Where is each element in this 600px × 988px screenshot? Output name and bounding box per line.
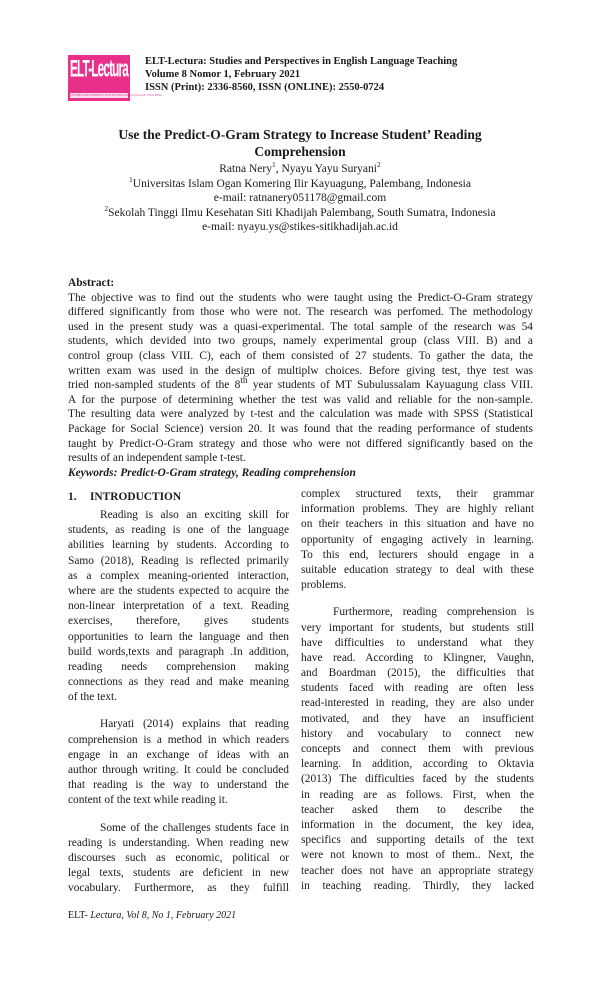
paragraph (68, 821, 289, 897)
aff-text: Universitas Islam Ogan Komering Ilir Kayuagung, Palembang, Indonesia (132, 177, 471, 190)
text-line: that reading is the way to understand the (68, 779, 289, 792)
text-line: Haryati (2014) explains that reading (100, 718, 289, 731)
text-line: reading is understanding. When reading new (68, 836, 289, 849)
text-line: information problems. They are highly reliant (301, 503, 534, 516)
text-line: and Boardman (2015), the difficulties that (301, 667, 534, 680)
text-line: learning. In addition, according to Oktavia (301, 758, 534, 771)
text-line: opportunities to learn the language and then (68, 630, 289, 643)
abstract-line: differed significantly from those who were not. The research was perfomed. The methodology (68, 306, 533, 319)
text-line: read-interested in reading, they are also under (301, 697, 534, 710)
aff-sup: 2 (104, 203, 109, 213)
abstract-line: taught by Predict-O-Gram strategy and those who were not differed significantly based on the (68, 437, 533, 450)
section-heading (68, 490, 289, 505)
author-block (40, 162, 560, 235)
text-line: where are the students expected to acquire the (68, 584, 289, 597)
text-line: complex structured texts, their grammar (301, 488, 534, 500)
text-line: students, as reading is one of the language (68, 524, 289, 537)
text-line: vocabulary. Furthermore, as they fulfill (68, 882, 289, 895)
text-line: build words,texts and paragraph .In addition, (68, 645, 289, 658)
abstract-line (68, 378, 533, 393)
email-2: e-mail: nyayu.ys@stikes-sitikhadijah.ac.id (202, 221, 398, 234)
left-column (68, 490, 289, 897)
text-line: connections as they read and make meaning (68, 676, 289, 689)
journal-header (145, 55, 457, 94)
journal-name: ELT-Lectura: Studies and Perspectives in English Language Teaching (145, 56, 458, 67)
abstract-line: Package for Social Science) version 20. It was found that the reading performance of students (68, 422, 533, 435)
abstract-line: The resulting data were analyzed by t-test and the calculation was made with SPSS (Statistical (68, 408, 533, 421)
abstract-body (68, 291, 533, 466)
section-title: INTRODUCTION (90, 491, 182, 503)
right-column (301, 487, 534, 894)
text-line: opportunity of engaging actively in learning. (301, 533, 534, 546)
author-sup: 2 (376, 160, 381, 170)
footer-text: Lectura, Vol 8, No 1, February 2021 (90, 910, 237, 921)
page-footer (68, 910, 236, 922)
affiliation-1 (40, 174, 560, 192)
abstract-line-text: tried non-sampled students of the 8 (68, 379, 241, 392)
text-line: specifics and supporting details of the text (301, 834, 534, 847)
text-line: students faced with reading are often less (301, 682, 534, 695)
author-names (40, 162, 560, 177)
text-line: concepts and connect them with previous (301, 743, 534, 755)
abstract (68, 276, 533, 480)
abstract-line: control group (class VIII. C), each of them consisted of 27 students. To gather the data, the (68, 349, 533, 362)
text-line: teacher does not have an appropriate strategy (301, 864, 534, 877)
text-line: non-linear interpretation of a text. Reading (68, 600, 289, 613)
keywords: Keywords: Predict-O-Gram strategy, Reading comprehension (68, 466, 356, 479)
author-sup: 1 (271, 160, 276, 170)
abstract-heading: Abstract: (68, 277, 115, 289)
paper-title (60, 127, 540, 160)
abstract-line: used in the present study was a quasi-experimental. The total sample of the research was 54 (68, 320, 533, 333)
aff-sup: 1 (129, 174, 133, 184)
footer-prefix: ELT- (68, 910, 91, 921)
text-line: To this end, lecturers should engage in a (301, 548, 534, 561)
text-line: legal texts, students are deficient in new (68, 867, 289, 880)
text-line: exercises, therefore, gives students (68, 615, 289, 628)
text-line: on their teachers in this situation and have no (301, 518, 534, 531)
text-line: engage in an exchange of ideas with an (68, 748, 289, 761)
text-line: in teaching reading. Thirdly, they lacked (301, 879, 534, 892)
text-line: teacher asked them to describe the (301, 803, 534, 816)
logo-subtext: STUDIES AND PERSPECTIVES IN ENGLISH LANGUAGE TEACHING (70, 93, 163, 97)
text-line: suitable education strategy to deal with these (301, 563, 534, 576)
email-1: e-mail: ratnanery051178@gmail.com (213, 192, 387, 205)
text-line: discourses such as economic, political or (68, 851, 289, 864)
affiliation-2 (40, 203, 560, 221)
text-line: (2013) The difficulties faced by the students (301, 773, 534, 786)
abstract-line: students, which devided into two groups, namely experimental group (class VIII. B) and a (68, 335, 533, 348)
text-line: author through writing. It could be concluded (68, 764, 289, 776)
text-line: Some of the challenges students face in (100, 821, 289, 834)
aff-text: Sekolah Tinggi Ilmu Kesehatan Siti Khadijah Palembang, South Sumatra, Indonesia (108, 206, 496, 219)
text-line: history and vocabulary to connect new (301, 727, 534, 740)
text-line: have difficulties to understand what they (301, 636, 534, 649)
logo-text: ELT-Lectura (70, 55, 128, 83)
text-line: were not known to most of them.. Next, the (301, 849, 534, 862)
text-line: Reading is also an exciting skill for (100, 509, 289, 521)
abstract-line: results of an independent sample t-test. (68, 452, 246, 465)
ordinal-sup: th (240, 376, 248, 387)
section-number: 1. (68, 491, 77, 503)
text-line: have read. According to Klingner, Vaughn, (301, 651, 534, 664)
text-line: problems. (301, 579, 347, 592)
abstract-line: The objective was to find out the students who were taught using the Predict-O-Gram strategy (68, 291, 533, 304)
title-line: Use the Predict-O-Gram Strategy to Increase Student’ Reading (118, 127, 482, 142)
text-line: motivated, and they have an insufficient (301, 712, 534, 725)
text-line: as a complex meaning-oriented interaction, (68, 569, 289, 582)
text-line: abilities learning by students. According to (68, 539, 289, 552)
text-line: information in the document, the key idea, (301, 818, 534, 831)
author-name: Ratna Nery (219, 163, 272, 175)
journal-logo (68, 55, 163, 101)
text-line: of the text. (68, 691, 118, 704)
paragraph (68, 717, 289, 808)
text-line: Furthermore, reading comprehension is (333, 606, 534, 619)
author-name: , Nyayu Yayu Suryani (275, 163, 377, 175)
text-line: very important for students, but students still (301, 621, 534, 634)
paragraph (301, 487, 534, 593)
text-line: comprehension is a method in which readers (68, 733, 289, 746)
text-line: Samo (2018), Reading is reflected primarily (68, 554, 289, 567)
journal-issn: ISSN (Print): 2336-8560, ISSN (ONLINE): 2550-0724 (145, 82, 385, 93)
text-line: reading needs comprehension making (68, 660, 289, 673)
journal-volume: Volume 8 Nomor 1, February 2021 (145, 69, 301, 80)
title-line: Comprehension (254, 143, 346, 159)
text-line: in reading are as follows. First, when the (301, 788, 534, 801)
abstract-line-text: year students of MT Subulussalam Kayuagung class VIII. (247, 379, 533, 392)
abstract-line: A for the purpose of determining whether the test was valid and reliable for the non-sample. (68, 393, 533, 406)
paragraph (301, 605, 534, 894)
paragraph (68, 508, 289, 705)
abstract-line: written exam was used in the design of multiplw choices. Before giving test, thye test was (68, 364, 533, 377)
text-line: content of the text while reading it. (68, 794, 228, 807)
